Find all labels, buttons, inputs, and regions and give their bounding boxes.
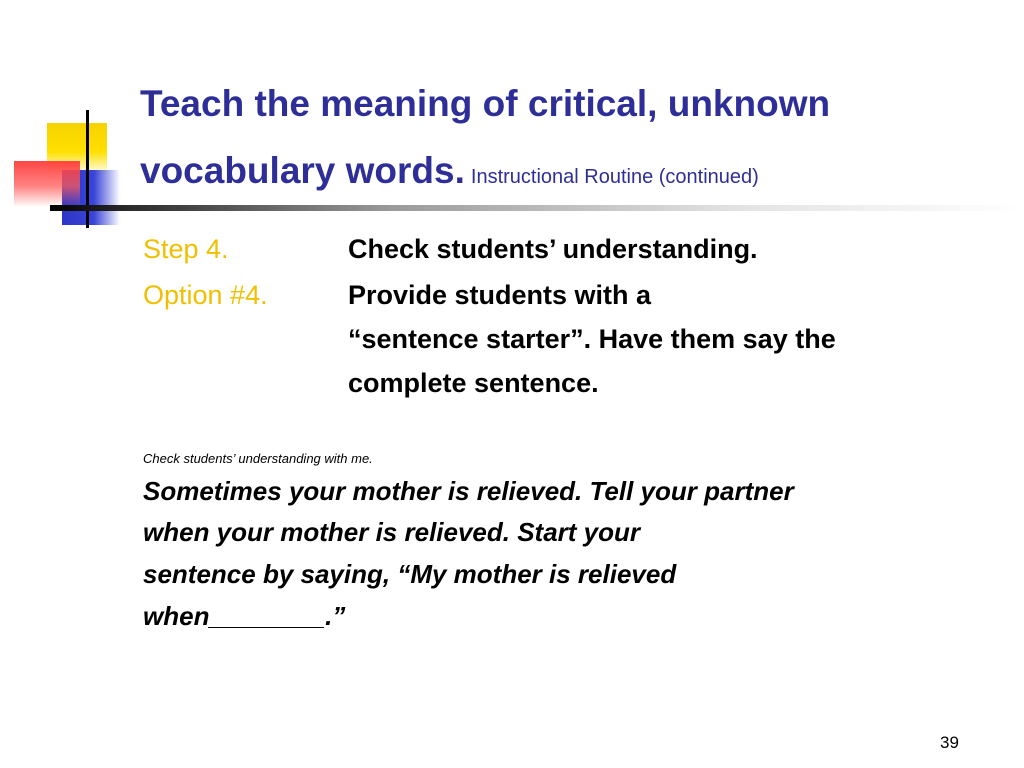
instruction-note: Check students’ understanding with me.: [143, 451, 373, 466]
option-text-line-1: Provide students with a: [348, 280, 652, 310]
page-number: 39: [940, 733, 959, 752]
example-line-3: sentence by saying, “My mother is relieved: [143, 559, 677, 589]
decorative-red-square: [14, 161, 80, 207]
option-label: Option #4.: [143, 280, 268, 310]
step-label: Step 4.: [143, 234, 229, 264]
option-text-line-3: complete sentence.: [348, 368, 599, 398]
example-line-1: Sometimes your mother is relieved. Tell your partner: [143, 476, 794, 506]
example-line-4: when________.”: [143, 601, 346, 631]
step-row: [143, 227, 758, 271]
slide-title: [140, 70, 1000, 211]
option-text-line-2: “sentence starter”. Have them say the: [348, 324, 836, 354]
slide-subtitle: Instructional Routine (continued): [470, 166, 759, 188]
example-line-2: when your mother is relieved. Start your: [143, 517, 641, 547]
option-row: [143, 273, 651, 317]
slide-title-main: Teach the meaning of critical, unknown vocabulary words.: [140, 83, 831, 191]
step-text: Check students’ understanding.: [348, 234, 758, 264]
